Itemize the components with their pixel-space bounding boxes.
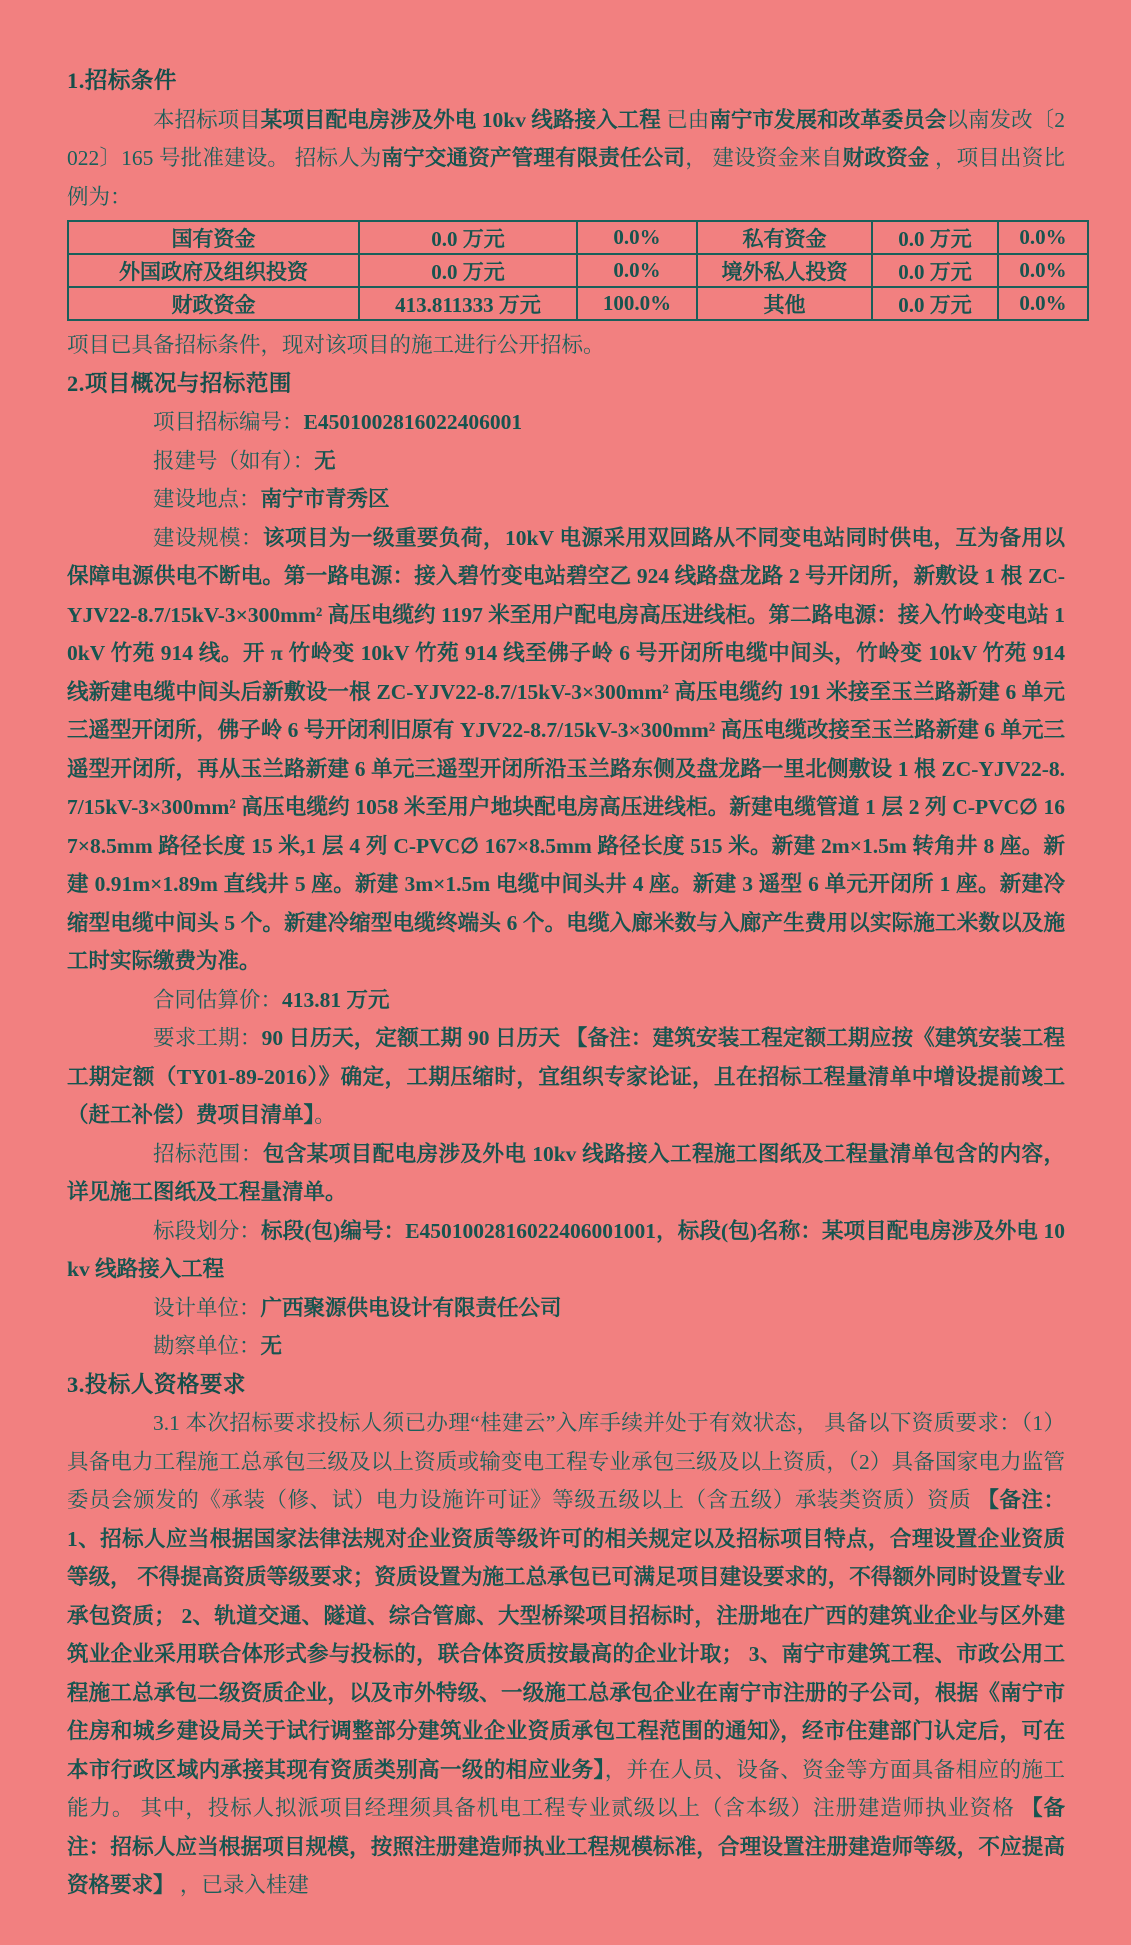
table-cell: 0.0 万元 <box>872 221 998 254</box>
table-cell: 国有资金 <box>68 221 359 254</box>
document-body <box>67 62 1065 1905</box>
paragraph <box>67 981 1065 1020</box>
paragraph <box>67 1289 1065 1328</box>
text-run: 南宁市发展和改革委员会 <box>709 107 947 132</box>
text-run: ， 建设资金来自 <box>685 146 843 170</box>
table-cell: 413.811333 万元 <box>359 287 577 320</box>
text-run: 要求工期： <box>153 1026 262 1050</box>
text-run: 【备注：建筑安装工程定额工期应按《建筑安装工程工期定额（TY01-89-2016）》确定，工期压缩时，宜组织专家论证，且在招标工程量清单中增设提前竣工（赶工补偿）费项目清单】 <box>67 1026 1065 1127</box>
text-run: 3.1 本次招标要求投标人须已办理“桂建云”入库手续并处于有效状态， 具备以下资质要求：（1）具备电力工程施工总承包三级及以上资质或输变电工程专业承包三级及以上资质，（2）具备国家电力监管委员会颁发的《承装（修、试）电力设施许可证》等级五级以上（含五级）承装类资质）资质 <box>67 1411 1065 1512</box>
table-cell: 外国政府及组织投资 <box>68 254 359 287</box>
paragraph <box>67 519 1065 981</box>
table-cell: 0.0 万元 <box>872 287 998 320</box>
table-cell: 0.0% <box>577 221 697 254</box>
text-run: 本招标项目 <box>153 107 261 132</box>
text-run: 建设规模： <box>153 525 264 550</box>
paragraph <box>67 1135 1065 1212</box>
text-run: 勘察单位： <box>153 1334 261 1358</box>
text-run: 413.81 万元 <box>282 987 390 1012</box>
text-run: 建设地点： <box>153 487 261 511</box>
text-run: 【备注：1、招标人应当根据国家法律法规对企业资质等级许可的相关规定以及招标项目特点，合理设置企业资质等级， 不得提高资质等级要求；资质设置为施工总承包已可满足项目建设要求的，不得额外同时设置专业承包资质； 2、轨道交通、隧道、综合管廊、大型桥梁项目招标时，注册地在广西的建筑业企业与区外建筑业企业采用联合体形式参与投标的，联合体资质按最高的企业计取； 3、南宁市建筑工程、市政公用工程施工总承包二级资质企业，以及市外特级、一级施工总承包企业在南宁市注册的子公司，根据《南宁市住房和城乡建设局关于试行调整部分建筑业企业资质承包工程范围的通知》，经市住建部门认定后，可在本市行政区域内承接其现有资质类别高一级的相应业务】 <box>67 1488 1065 1782</box>
table-cell: 0.0% <box>998 254 1088 287</box>
section-heading: 1.招标条件 <box>67 68 177 93</box>
table-cell: 其他 <box>697 287 872 320</box>
section-heading: 3.投标人资格要求 <box>67 1371 246 1397</box>
text-run: 。 <box>314 1103 336 1127</box>
text-run: 无 <box>260 1334 283 1358</box>
text-run: 财政资金 <box>842 146 930 170</box>
text-run: ，并在人员、设备、资金等方面具备相应的施工能力。 其中，投标人拟派项目经理须具备机电工程专业贰级以上（含本级）注册建造师执业资格 <box>67 1757 1065 1820</box>
text-run: 招标范围： <box>153 1141 263 1166</box>
text-run: ，项目出资比例为： <box>67 146 1065 209</box>
text-run: 广西聚源供电设计有限责任公司 <box>260 1295 562 1320</box>
text-run: 南宁交通资产管理有限责任公司 <box>381 146 686 170</box>
text-run: 包含某项目配电房涉及外电 10kv 线路接入工程施工图纸及工程量清单包含的内容，详见施工图纸及工程量清单。 <box>67 1141 1065 1204</box>
table-row <box>68 221 1088 254</box>
table-cell: 财政资金 <box>68 287 359 320</box>
paragraph <box>67 480 1065 519</box>
table-row <box>68 254 1088 287</box>
text-run: 90 日历天，定额工期 90 日历天 <box>261 1026 566 1050</box>
paragraph <box>67 326 1065 365</box>
text-run: ，已录入桂建 <box>174 1873 309 1897</box>
table-cell: 0.0% <box>577 254 697 287</box>
table-row <box>68 287 1088 320</box>
table-cell: 0.0% <box>998 221 1088 254</box>
text-run: 某项目配电房涉及外电 10kv 线路接入工程 <box>260 107 667 132</box>
paragraph <box>67 1404 1065 1905</box>
text-run: 该项目为一级重要负荷，10kV 电源采用双回路从不同变电站同时供电，互为备用以保障电源供电不断电。第一路电源：接入碧竹变电站碧空乙 924 线路盘龙路 2 号开闭所，新敷设 1 根 ZC-YJV22-8.7/15kV-3×300mm² 高压电缆约 1197 米至用户配电房高压进线柜。第二路电源：接入竹岭变电站 10kV 竹苑 914 线。开 π 竹岭变 10kV 竹苑 914 线至佛子岭 6 号开闭所电缆中间头，竹岭变 10kV 竹苑 914 线新建电缆中间头后新敷设一根 ZC-YJV22-8.7/15kV-3×300mm² 高压电缆约 191 米接至玉兰路新建 6 单元三遥型开闭所，佛子岭 6 号开闭利旧原有 YJV22-8.7/15kV-3×300mm² 高压电缆改接至玉兰路新建 6 单元三遥型开闭所，再从玉兰路新建 6 单元三遥型开闭所沿玉兰路东侧及盘龙路一里北侧敷设 1 根 ZC-YJV22-8.7/15kV-3×300mm² 高压电缆约 1058 米至用户地块配电房高压进线柜。新建电缆管道 1 层 2 列 C-PVC∅ 167×8.5mm 路径长度 15 米,1 层 4 列 C-PVC∅ 167×8.5mm 路径长度 515 米。新建 2m×1.5m 转角井 8 座。新建 0.91m×1.89m 直线井 5 座。新建 3m×1.5m 电缆中间头井 4 座。新建 3 遥型 6 单元开闭所 1 座。新建冷缩型电缆中间头 5 个。新建冷缩型电缆终端头 6 个。电缆入廊米数与入廊产生费用以实际施工米数以及施工时实际缴费为准。 <box>67 525 1065 973</box>
text-run: 南宁市青秀区 <box>260 487 390 511</box>
table-cell: 0.0% <box>998 287 1088 320</box>
text-run: E4501002816022406001 <box>303 410 523 434</box>
table-cell: 100.0% <box>577 287 697 320</box>
paragraph <box>67 403 1065 442</box>
text-run: 【备注：招标人应当根据项目规模，按照注册建造师执业工程规模标准，合理设置注册建造师等级，不应提高资格要求】 <box>67 1796 1065 1897</box>
funding-table <box>67 220 1089 321</box>
table-cell: 私有资金 <box>697 221 872 254</box>
paragraph <box>67 1327 1065 1366</box>
paragraph <box>67 101 1065 217</box>
text-run: 报建号（如有）： <box>153 448 315 473</box>
section-heading: 2.项目概况与招标范围 <box>67 370 292 396</box>
table-cell: 0.0 万元 <box>359 221 577 254</box>
text-run: 标段划分： <box>153 1218 262 1243</box>
text-run: 标段(包)编号：E4501002816022406001001，标段(包)名称：某项目配电房涉及外电 10kv 线路接入工程 <box>67 1218 1065 1281</box>
text-run: 项目招标编号： <box>153 410 304 434</box>
table-cell: 境外私人投资 <box>697 254 872 287</box>
paragraph <box>67 1212 1065 1289</box>
table-cell: 0.0 万元 <box>359 254 577 287</box>
text-run: 项目已具备招标条件，现对该项目的施工进行公开招标。 <box>67 333 605 357</box>
text-run: 以南发改〔2022〕165 号批准建设。 招标人为 <box>67 107 1065 170</box>
text-run: 已由 <box>666 107 710 132</box>
table-cell: 0.0 万元 <box>872 254 998 287</box>
paragraph <box>67 1019 1065 1135</box>
text-run: 无 <box>314 448 336 473</box>
paragraph <box>67 442 1065 481</box>
text-run: 合同估算价： <box>153 987 283 1012</box>
text-run: 设计单位： <box>153 1295 261 1320</box>
